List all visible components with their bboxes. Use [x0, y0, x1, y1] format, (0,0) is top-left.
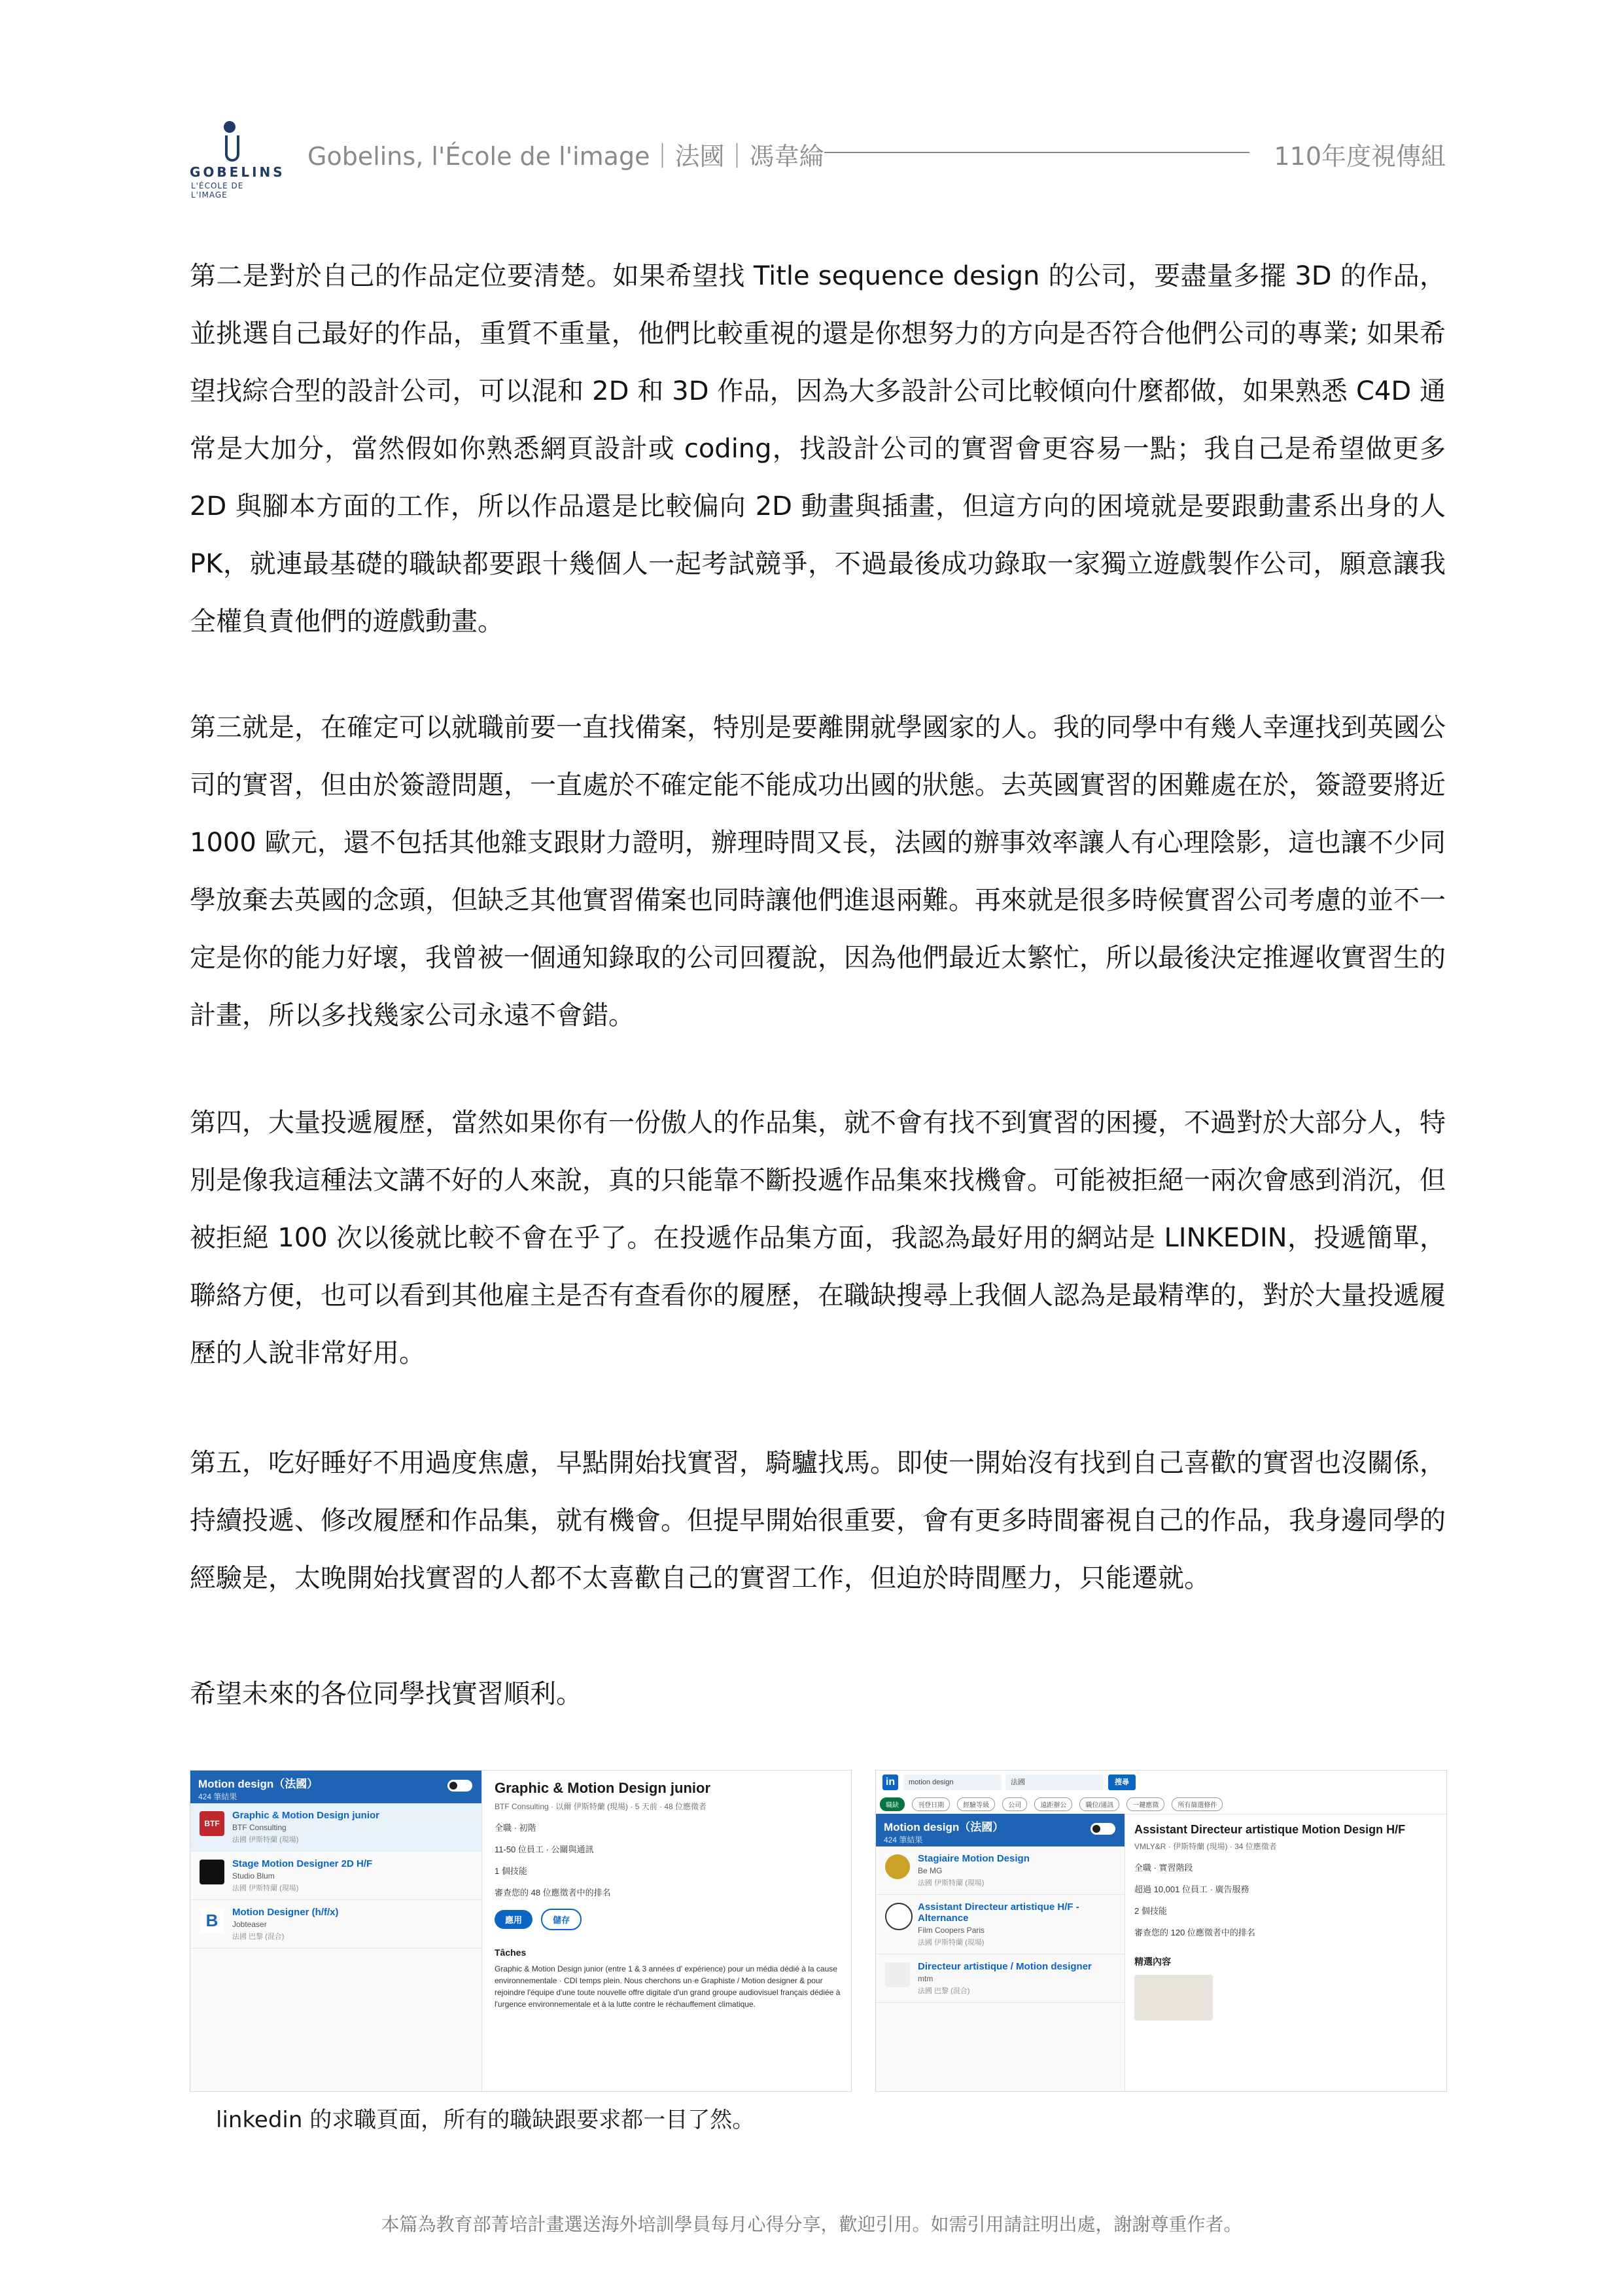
job-title[interactable]: Motion Designer (h/f/x)	[232, 1907, 339, 1918]
search-input[interactable]: motion design	[903, 1775, 1002, 1790]
job-location: 法國 巴黎 (混合)	[918, 1987, 970, 1995]
job-list-item[interactable]	[876, 1954, 1125, 2003]
job-company: Be MG	[918, 1866, 943, 1875]
filter-chip[interactable]: 遠距辦公	[1034, 1797, 1072, 1811]
job-detail-company-size: 11-50 位員工 · 公關與通訊	[495, 1845, 594, 1854]
filter-chip[interactable]: 刊登日期	[912, 1797, 950, 1811]
job-detail-type: 全職 · 實習階段	[1134, 1863, 1193, 1873]
job-title[interactable]: Stage Motion Designer 2D H/F	[232, 1858, 373, 1869]
job-location: 法國 巴黎 (混合)	[232, 1933, 285, 1941]
job-title[interactable]: Directeur artistique / Motion designer	[918, 1961, 1092, 1972]
job-detail-title: Assistant Directeur artistique Motion Design H/F	[1134, 1823, 1406, 1836]
job-detail-panel	[1134, 1823, 1439, 2021]
job-title[interactable]: Stagiaire Motion Design	[918, 1853, 1030, 1864]
linkedin-topbar	[876, 1771, 1446, 1795]
job-list-count: 424 筆結果	[198, 1792, 237, 1801]
filter-chip[interactable]: 職位/通訊	[1079, 1797, 1119, 1811]
job-company: Studio Blum	[232, 1871, 275, 1881]
job-list-item[interactable]	[876, 1895, 1125, 1954]
job-location: 法國 伊斯特蘭 (現場)	[918, 1879, 985, 1887]
company-logo-icon	[885, 1903, 913, 1930]
search-button[interactable]: 搜尋	[1108, 1775, 1136, 1790]
paragraph-closing-wish: 希望未來的各位同學找實習順利。	[190, 1679, 582, 1709]
job-company: BTF Consulting	[232, 1823, 287, 1832]
linkedin-logo-icon: in	[882, 1775, 898, 1790]
header-divider	[824, 152, 1249, 153]
filter-chip[interactable]: 一鍵應徵	[1126, 1797, 1164, 1811]
paragraph-fifth-tip: 第五，吃好睡好不用過度焦慮，早點開始找實習，騎驢找馬。即使一開始沒有找到自己喜歡的實習也沒關係，持續投遞、修改履歷和作品集，就有機會。但提早開始很重要，會有更多時間審視自己的作品，我身邊同學的經驗是，太晚開始找實習的人都不太喜歡自己的實習工作，但迫於時間壓力，只能遷就。	[190, 1448, 1446, 1593]
job-list-title: Motion design（法國）	[884, 1821, 1004, 1833]
job-list-panel	[190, 1771, 482, 2091]
company-logo-icon	[885, 1854, 910, 1879]
linkedin-screenshot-1	[190, 1770, 852, 2092]
filter-chip[interactable]: 所有篩選條件	[1172, 1797, 1223, 1811]
company-logo-icon	[885, 1962, 910, 1987]
job-list-title: Motion design（法國）	[198, 1778, 319, 1790]
location-input[interactable]: 法國	[1005, 1775, 1104, 1790]
job-detail-company-size: 超過 10,001 位員工 · 廣告服務	[1134, 1884, 1249, 1894]
job-list-item[interactable]	[876, 1846, 1125, 1895]
save-button[interactable]: 儲存	[541, 1909, 582, 1930]
filter-chip[interactable]: 經驗等級	[957, 1797, 995, 1811]
job-company: mtm	[918, 1974, 934, 1983]
job-detail-skills: 2 個技能	[1134, 1906, 1167, 1916]
job-detail-applicants: 審查您的 120 位應徵者中的排名	[1134, 1928, 1255, 1937]
paragraph-fourth-tip: 第四，大量投遞履歷，當然如果你有一份傲人的作品集，就不會有找不到實習的困擾，不過對於大部分人，特別是像我這種法文講不好的人來說，真的只能靠不斷投遞作品集來找機會。可能被拒絕一兩次會感到消沉，但被拒絕 100 次以後就比較不會在乎了。在投遞作品集方面，我認為最好用的網站是 LINKEDIN，投遞簡單，聯絡方便，也可以看到其他雇主是否有查看你的履歷，在職缺搜尋上我個人認為是最精準的，對於大量投遞履歷的人說非常好用。	[190, 1108, 1446, 1368]
job-location: 法國 伊斯特蘭 (現場)	[232, 1836, 299, 1844]
filter-bar	[876, 1794, 1446, 1814]
job-location: 法國 伊斯特蘭 (現場)	[918, 1939, 985, 1947]
logo-wordmark: GOBELINS	[190, 164, 285, 180]
job-alert-toggle[interactable]	[447, 1780, 472, 1792]
job-list-item[interactable]	[190, 1852, 481, 1900]
job-location: 法國 伊斯特蘭 (現場)	[232, 1884, 299, 1892]
filter-chip[interactable]: 公司	[1002, 1797, 1027, 1811]
job-company: Film Coopers Paris	[918, 1926, 985, 1935]
job-alert-toggle[interactable]	[1091, 1823, 1115, 1835]
filter-chip[interactable]: 職缺	[880, 1797, 905, 1811]
paragraph-third-tip: 第三就是，在確定可以就職前要一直找備案，特別是要離開就學國家的人。我的同學中有幾人幸運找到英國公司的實習，但由於簽證問題，一直處於不確定能不能成功出國的狀態。去英國實習的困難處在於，簽證要將近 1000 歐元，還不包括其他雜支跟財力證明，辦理時間又長，法國的辦事效率讓人有心理陰影，這也讓不少同學放棄去英國的念頭，但缺乏其他實習備案也同時讓他們進退兩難。再來就是很多時候實習公司考慮的並不一定是你的能力好壞，我曾被一個通知錄取的公司回覆說，因為他們最近太繁忙，所以最後決定推遲收實習生的計畫，所以多找幾家公司永遠不會錯。	[190, 713, 1446, 1031]
gobelins-logo-icon	[224, 121, 237, 162]
job-title[interactable]: Assistant Directeur artistique H/F - Alternance	[918, 1901, 1079, 1924]
company-logo-icon: B	[200, 1908, 224, 1933]
logo-subtitle: L'ÉCOLE DE L'IMAGE	[191, 181, 244, 200]
job-detail-type: 全職 · 初階	[495, 1823, 536, 1833]
featured-section-heading: 精選內容	[1134, 1956, 1171, 1967]
tasks-heading: Tâches	[495, 1947, 527, 1958]
page-footer: 本篇為教育部菁培計畫選送海外培訓學員每月心得分享，歡迎引用。如需引用請註明出處，謝謝尊重作者。	[381, 2214, 1242, 2235]
company-logo-icon	[200, 1860, 224, 1884]
figure-caption: linkedin 的求職頁面，所有的職缺跟要求都一目了然。	[216, 2107, 755, 2133]
job-detail-panel	[495, 1780, 841, 2010]
header-school-author: Gobelins, l'École de l'image｜法國｜馮韋綸	[307, 142, 824, 171]
header-year-group: 110年度視傳組	[1274, 142, 1446, 171]
job-detail-title: Graphic & Motion Design junior	[495, 1780, 710, 1796]
linkedin-screenshot-2	[875, 1770, 1447, 2092]
job-list-item[interactable]	[190, 1900, 481, 1949]
featured-image	[1134, 1975, 1213, 2021]
job-list-panel	[876, 1814, 1125, 2091]
job-list-header	[876, 1814, 1125, 1846]
job-detail-applicants: 審查您的 48 位應徵者中的排名	[495, 1888, 611, 1898]
job-list-count: 424 筆結果	[884, 1835, 923, 1845]
company-logo-icon: BTF	[200, 1811, 224, 1836]
tasks-description: Graphic & Motion Design junior (entre 1 & 3 années d' expérience) pour un média dédié à la cause environnementale · CDI temps plein. Nous cherchons un·e Graphiste / Motion designer & pour rejoindre l'équipe d'une toute nouvelle offre digitale d'un grand groupe audiovisuel français dédiée à l'urgence environnementale et à la lutte contre le réchauffement climatique.	[495, 1964, 841, 2009]
gobelins-logo	[190, 121, 285, 200]
job-title[interactable]: Graphic & Motion Design junior	[232, 1810, 379, 1821]
job-detail-skills: 1 個技能	[495, 1866, 527, 1876]
job-detail-subtitle: BTF Consulting · 以爾 伊斯特蘭 (現場) · 5 天前 · 48 位應徵者	[495, 1802, 707, 1811]
paragraph-second-tip: 第二是對於自己的作品定位要清楚。如果希望找 Title sequence design 的公司，要盡量多擺 3D 的作品，並挑選自己最好的作品，重質不重量，他們比較重視的還是你想努力的方向是否符合他們公司的專業; 如果希望找綜合型的設計公司，可以混和 2D 和 3D 作品，因為大多設計公司比較傾向什麼都做，如果熟悉 C4D 通常是大加分，當然假如你熟悉網頁設計或 coding，找設計公司的實習會更容易一點；我自己是希望做更多 2D 與腳本方面的工作，所以作品還是比較偏向 2D 動畫與插畫，但這方向的困境就是要跟動畫系出身的人PK，就連最基礎的職缺都要跟十幾個人一起考試競爭，不過最後成功錄取一家獨立遊戲製作公司，願意讓我全權負責他們的遊戲動畫。	[190, 261, 1446, 637]
job-detail-subtitle: VMLY&R · 伊斯特蘭 (現場) · 34 位應徵者	[1134, 1842, 1277, 1851]
job-list-header	[190, 1771, 481, 1803]
job-list-item[interactable]	[190, 1803, 481, 1852]
job-company: Jobteaser	[232, 1920, 267, 1929]
apply-button[interactable]: 應用	[495, 1910, 532, 1929]
page-header	[190, 111, 1446, 209]
